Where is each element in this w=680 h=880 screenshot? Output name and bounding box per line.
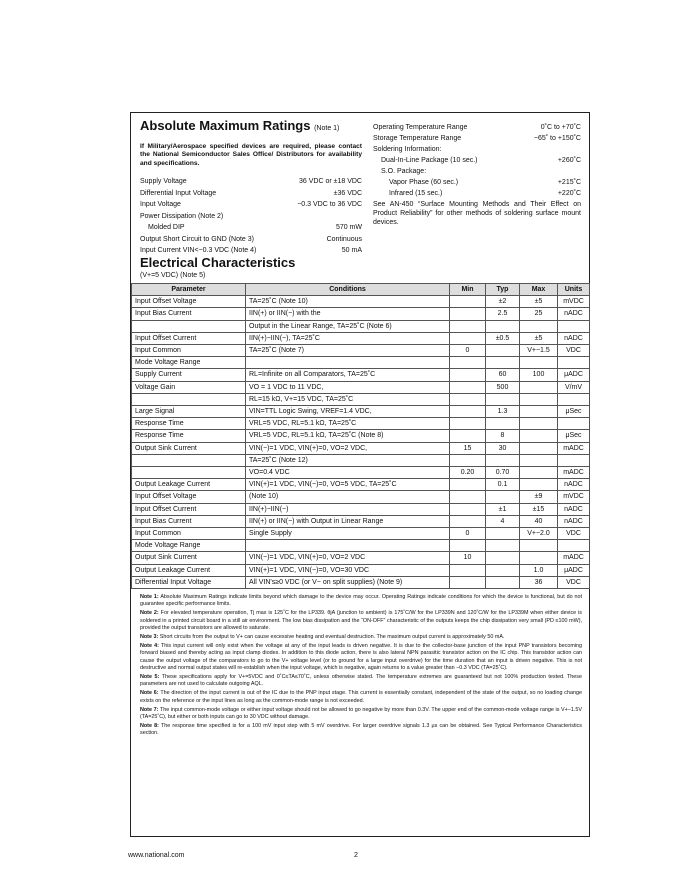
footnotes [140,594,582,740]
table-cell: Input Bias Current [132,515,246,527]
table-cell: IIN(+)−IIN(−), TA=25˚C [246,332,450,344]
rating-label: S.O. Package: [381,168,427,175]
electrical-characteristics-heading [140,255,295,281]
rating-row [140,222,362,234]
table-row [132,479,590,491]
table-cell [132,320,246,332]
table-cell [558,393,590,405]
table-cell [520,479,558,491]
rating-label: Soldering Information: [373,146,442,153]
footnote-text: Short circuits from the output to V+ can cause excessive heating and eventual destruction. The maximum output current is approximately 50 mA. [159,634,505,641]
table-row [132,528,590,540]
table-row [132,454,590,466]
table-row [132,552,590,564]
table-cell: nADC [558,515,590,527]
footnote-label: Note 7: [140,706,159,713]
table-cell [450,564,486,576]
table-cell: Output in the Linear Range, TA=25˚C (Note 6) [246,320,450,332]
table-row [132,540,590,552]
table-cell: ±9 [520,491,558,503]
table-cell: nADC [558,332,590,344]
table-cell [520,406,558,418]
rating-value: +260˚C [557,157,581,164]
table-cell [558,454,590,466]
table-cell [450,296,486,308]
table-cell: Mode Voltage Range [132,357,246,369]
rating-label: Vapor Phase (60 sec.) [389,179,459,186]
table-row [132,406,590,418]
table-row [132,491,590,503]
table-cell: ±1 [486,503,520,515]
table-cell [132,393,246,405]
footnote [140,690,582,704]
electrical-characteristics-table [131,283,590,589]
table-cell: Differential Input Voltage [132,576,246,588]
table-cell [486,540,520,552]
table-cell: 100 [520,369,558,381]
table-row [132,418,590,430]
column-header: Min [450,284,486,296]
table-cell: VO=0.4 VDC [246,467,450,479]
rating-row [140,234,362,246]
table-cell [520,418,558,430]
table-cell: Large Signal [132,406,246,418]
table-row [132,467,590,479]
rating-value: ±36 VDC [333,189,362,197]
table-cell: 0 [450,528,486,540]
table-cell: nADC [558,479,590,491]
table-cell [450,369,486,381]
table-cell: Input Offset Current [132,332,246,344]
footnote-label: Note 4: [140,643,159,650]
table-cell: VRL=5 VDC, RL=5.1 kΩ, TA=25˚C (Note 8) [246,430,450,442]
footnote-label: Note 3: [140,634,159,641]
table-row [132,503,590,515]
table-row [132,332,590,344]
table-row [132,393,590,405]
rating-label: Molded DIP [148,224,185,232]
table-cell: TA=25˚C (Note 7) [246,345,450,357]
table-cell [486,576,520,588]
table-cell: 25 [520,308,558,320]
column-header: Max [520,284,558,296]
footer-url: www.national.com [128,852,185,859]
table-cell: 0.1 [486,479,520,491]
table-cell [132,467,246,479]
footnote-text: The input common-mode voltage or either input voltage should not be allowed to go negative by more than 0.3V. The upper end of the common-mode voltage range is V+−1.5V (TA=25˚C), but either or both inputs can go to 30 VDC without damage. [140,706,583,721]
table-cell: ±2 [486,296,520,308]
table-cell: ±5 [520,332,558,344]
table-cell: V/mV [558,381,590,393]
table-cell: VIN(+)=1 VDC, VIN(−)=0, VO=5 VDC, TA=25˚C [246,479,450,491]
table-cell [450,418,486,430]
footnote-text: For elevated temperature operation, Tj max is 125˚C for the LP339. θjA (junction to ambient) is 175˚C/W for the LP339N and 120˚C/W for the LP339M when either device is soldered in a printed circuit board in a still air environment. The low bias dissipation and the “ON-OFF” characteristic of the outputs keeps the chip dissipation very small (PD ≤100 mW), provided the output transistors are allowed to saturate. [140,610,583,631]
table-cell: Input Offset Voltage [132,491,246,503]
rating-row [373,166,581,177]
footnote [140,674,582,688]
table-cell [520,540,558,552]
rating-label: Power Dissipation (Note 2) [140,212,224,220]
table-cell: 500 [486,381,520,393]
rating-label: Dual-In-Line Package (10 sec.) [381,157,478,164]
rating-label: Infrared (15 sec.) [389,190,443,197]
table-cell [520,467,558,479]
rating-row [373,188,581,199]
rating-value: 36 VDC or ±18 VDC [299,178,362,186]
rating-row [140,199,362,211]
rating-row [373,177,581,188]
rating-row [373,144,581,155]
rating-label: Storage Temperature Range [373,135,462,142]
table-cell: 8 [486,430,520,442]
rating-row [140,188,362,200]
table-cell [450,515,486,527]
table-cell: mVDC [558,491,590,503]
amr-right-column [373,122,581,227]
column-header: Units [558,284,590,296]
table-cell: VIN(+)=1 VDC, VIN(−)=0, VO=30 VDC [246,564,450,576]
table-cell: 10 [450,552,486,564]
table-row [132,381,590,393]
table-cell [486,393,520,405]
rating-row [373,122,581,133]
absolute-max-ratings [140,118,362,257]
table-row [132,320,590,332]
rating-row [140,211,362,223]
table-cell [450,320,486,332]
table-cell: IIN(+) or IIN(−) with the [246,308,450,320]
table-cell [486,357,520,369]
table-cell [520,320,558,332]
table-cell: All VIN's≥0 VDC (or V− on split supplies) (Note 9) [246,576,450,588]
table-cell: μSec [558,430,590,442]
table-cell: mADC [558,467,590,479]
table-cell: TA=25˚C (Note 12) [246,454,450,466]
table-cell [450,308,486,320]
footnote-text: The direction of the input current is out of the IC due to the PNP input stage. This current is essentially constant, independent of the state of the output, so no loading change exists on the reference or the input lines as long as the common-mode range is not exceeded. [140,690,582,704]
table-cell: VDC [558,576,590,588]
table-row [132,296,590,308]
table-cell: Output Sink Current [132,442,246,454]
ec-subtitle: (V+=5 VDC) (Note 5) [140,272,206,279]
table-cell: μADC [558,564,590,576]
table-cell: mADC [558,442,590,454]
table-cell [246,357,450,369]
table-row [132,430,590,442]
rating-value: −0.3 VDC to 36 VDC [297,201,362,209]
table-cell: μSec [558,406,590,418]
rating-value: Continuous [326,235,362,243]
table-row [132,576,590,588]
table-cell: Single Supply [246,528,450,540]
table-row [132,564,590,576]
table-cell [520,552,558,564]
table-cell [450,332,486,344]
table-cell: Response Time [132,430,246,442]
table-cell: VDC [558,528,590,540]
table-cell: Voltage Gain [132,381,246,393]
table-cell: IIN(+) or IIN(−) with Output in Linear Range [246,515,450,527]
table-cell [486,552,520,564]
table-cell [558,540,590,552]
table-cell: 4 [486,515,520,527]
table-cell [486,320,520,332]
table-cell [486,564,520,576]
table-cell [486,491,520,503]
table-cell: Output Sink Current [132,552,246,564]
table-row [132,357,590,369]
table-cell [450,540,486,552]
rating-label: Differential Input Voltage [140,189,217,197]
table-cell: Supply Current [132,369,246,381]
table-cell: IIN(+)−IIN(−) [246,503,450,515]
table-cell: Response Time [132,418,246,430]
table-cell: nADC [558,308,590,320]
rating-label: Input Voltage [140,201,181,209]
table-cell [450,406,486,418]
table-cell: VDC [558,345,590,357]
table-cell [520,454,558,466]
rating-label: Input Current VIN<−0.3 VDC (Note 4) [140,247,257,255]
table-cell: 0 [450,345,486,357]
table-cell: RL=Infinite on all Comparators, TA=25˚C [246,369,450,381]
table-cell: V+−2.0 [520,528,558,540]
table-cell [450,503,486,515]
table-cell: VIN=TTL Logic Swing, VREF=1.4 VDC, [246,406,450,418]
footnote-text: This input current will only exist when the voltage at any of the input leads is driven negative. It is due to the collector-base junction of the input PNP transistors becoming forward biased and thereby acting as input clamp diodes. In addition to this diode action, there is also lateral NPN parasitic transistor action on the IC chip. This transistor action can cause the output voltage of the comparators to go to the V+ voltage level (or to ground for a large input overdrive) for the time duration that an input is driven negative. This is not destructive and normal output states will re-establish when the input voltage, which is negative, again returns to a value greater than −0.3 VDC (TA=25˚C). [140,643,583,671]
table-cell: Input Common [132,528,246,540]
rating-value: −65˚ to +150˚C [533,135,581,142]
table-cell [450,454,486,466]
rating-value: +220˚C [557,190,581,197]
table-cell: 1.3 [486,406,520,418]
table-cell: TA=25˚C (Note 10) [246,296,450,308]
table-cell: 15 [450,442,486,454]
table-cell [450,479,486,491]
table-cell: ±15 [520,503,558,515]
table-cell: Input Offset Voltage [132,296,246,308]
table-cell: Input Bias Current [132,308,246,320]
footnote-text: Absolute Maximum Ratings indicate limits beyond which damage to the device may occur. Operating Ratings indicate conditions for which the device is functional, but do not guarantee specific performance limits. [140,594,583,608]
column-header: Parameter [132,284,246,296]
soldering-note: See AN-450 “Surface Mounting Methods and Their Effect on Product Reliability” for other methods of soldering surface mount devices. [373,201,581,226]
table-row [132,442,590,454]
rating-row [373,155,581,166]
footnote-label: Note 5: [140,674,160,681]
rating-label: Output Short Circuit to GND (Note 3) [140,235,254,243]
table-cell: 30 [486,442,520,454]
footnote [140,610,582,632]
rating-label: Supply Voltage [140,178,187,186]
table-cell: Input Offset Current [132,503,246,515]
table-cell: ±5 [520,296,558,308]
table-cell [450,576,486,588]
footnote-label: Note 8: [140,723,159,730]
table-cell: Mode Voltage Range [132,540,246,552]
table-cell: ±0.5 [486,332,520,344]
table-cell: Output Leakage Current [132,564,246,576]
table-cell: μADC [558,369,590,381]
table-cell: VIN(−)=1 VDC, VIN(+)=0, VO=2 VDC [246,552,450,564]
footnote [140,594,582,608]
amr-title: Absolute Maximum Ratings (Note 1) [140,118,340,133]
table-cell: VRL=5 VDC, RL=5.1 kΩ, TA=25˚C [246,418,450,430]
table-cell: 0.20 [450,467,486,479]
table-cell: nADC [558,503,590,515]
footnote-label: Note 2: [140,610,159,617]
table-cell: 36 [520,576,558,588]
table-cell [450,357,486,369]
footnote [140,643,582,672]
table-cell: 1.0 [520,564,558,576]
table-cell [486,418,520,430]
table-cell [450,430,486,442]
table-cell: (Note 10) [246,491,450,503]
rating-label: Operating Temperature Range [373,124,468,131]
table-row [132,369,590,381]
table-cell [486,528,520,540]
footnote [140,723,582,737]
footnote-label: Note 6: [140,690,159,697]
rating-value: 50 mA [341,247,362,255]
military-warning: If Military/Aerospace specified devices are required, please contact the National Semiconductor Sales Office/ Distributors for availability and specifications. [140,143,362,167]
table-cell: VO = 1 VDC to 11 VDC, [246,381,450,393]
page-number: 2 [354,852,358,859]
table-cell: mVDC [558,296,590,308]
table-cell: 40 [520,515,558,527]
column-header: Conditions [246,284,450,296]
footnote [140,634,582,641]
rating-value: 570 mW [335,224,362,232]
table-cell [520,381,558,393]
footnote-label: Note 1: [140,594,159,600]
table-cell [450,491,486,503]
table-cell [520,442,558,454]
table-cell [520,430,558,442]
table-cell: 60 [486,369,520,381]
table-cell [558,320,590,332]
table-cell: V+−1.5 [520,345,558,357]
ec-title: Electrical Characteristics [140,255,296,270]
table-cell: RL=15 kΩ, V+=15 VDC, TA=25˚C [246,393,450,405]
footnote-text: These specifications apply for V+=5VDC and 0˚C≤TA≤70˚C, unless otherwise stated. The temperature extremes are guaranteed but not 100% production tested. These parameters are not used to calculate outgoing AQL. [140,674,583,688]
table-row [132,308,590,320]
table-cell [520,393,558,405]
rating-value: +215˚C [557,179,581,186]
table-cell [450,381,486,393]
table-cell: Output Leakage Current [132,479,246,491]
table-cell: VIN(−)=1 VDC, VIN(+)=0, VO=2 VDC, [246,442,450,454]
rating-row [140,176,362,188]
table-cell [246,540,450,552]
column-header: Typ [486,284,520,296]
rating-value: 0˚C to +70˚C [540,124,581,131]
table-cell: 0.70 [486,467,520,479]
table-row [132,345,590,357]
table-cell [486,345,520,357]
table-cell [520,357,558,369]
table-cell [558,418,590,430]
footnote-text: The response time specified is for a 100 mV input step with 5 mV overdrive. For larger overdrive signals 1.3 μs can be obtained. See Typical Performance Characteristics section. [140,723,582,737]
table-row [132,515,590,527]
table-cell [558,357,590,369]
table-cell: mADC [558,552,590,564]
table-cell [486,454,520,466]
table-cell [132,454,246,466]
table-cell [450,393,486,405]
table-cell: 2.5 [486,308,520,320]
rating-row [373,133,581,144]
footnote [140,707,582,721]
table-cell: Input Common [132,345,246,357]
